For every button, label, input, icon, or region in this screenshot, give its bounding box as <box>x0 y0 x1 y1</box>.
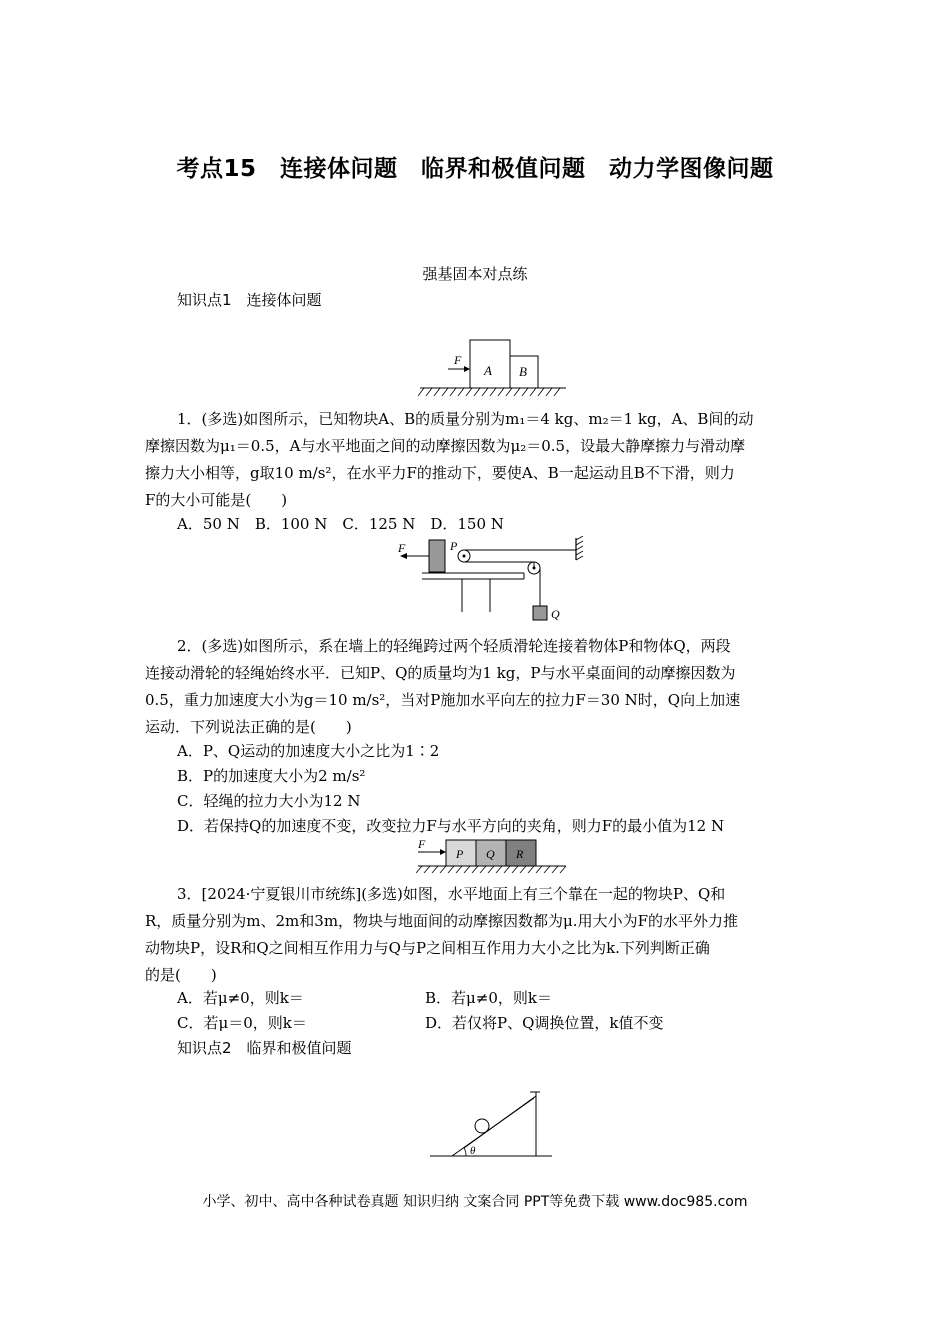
figure-1-block-diagram <box>418 338 568 400</box>
q1-line-3: 擦力大小相等，g取10 m/s²，在水平力F的推动下，要使A、B一起运动且B不下滑，则力 <box>145 464 735 482</box>
force-label-F2: F <box>398 541 406 555</box>
q3-option-c: C．若μ＝0，则k＝ <box>177 1014 307 1032</box>
block-label-P2: P <box>450 539 458 553</box>
block-label-B: B <box>519 364 527 379</box>
block-label-Q2: Q <box>551 607 560 621</box>
q2-option-c: C．轻绳的拉力大小为12 N <box>177 792 361 810</box>
figure-3-three-blocks <box>416 836 568 876</box>
section-heading: 强基固本对点练 <box>422 265 528 283</box>
q1-line-2: 摩擦因数为μ₁＝0.5，A与水平地面之间的动摩擦因数为μ₂＝0.5，设最大静摩擦力与滑动摩 <box>145 437 746 455</box>
figure-2-pulley-diagram <box>396 536 590 622</box>
q2-line-3: 0.5，重力加速度大小为g＝10 m/s²，当对P施加水平向左的拉力F＝30 N时，Q向上加速 <box>145 691 741 709</box>
block-label-P3: P <box>456 847 464 861</box>
force-label-F3: F <box>418 837 426 851</box>
q1-line-4: F的大小可能是( ) <box>145 491 288 509</box>
q3-line-3: 动物块P，设R和Q之间相互作用力与Q与P之间相互作用力大小之比为k.下列判断正确 <box>145 939 710 957</box>
q2-option-a: A．P、Q运动的加速度大小之比为1∶2 <box>177 742 440 760</box>
block-label-R3: R <box>516 847 524 861</box>
q3-line-1: 3．[2024·宁夏银川市统练](多选)如图，水平地面上有三个靠在一起的物块P、Q和 <box>177 885 726 903</box>
q2-option-b: B．P的加速度大小为2 m/s² <box>177 767 366 785</box>
q3-option-a: A．若μ≠0，则k＝ <box>177 989 304 1007</box>
footer: 小学、初中、高中各种试卷真题 知识归纳 文案合同 PPT等免费下载 www.doc985.com <box>202 1194 748 1210</box>
angle-label-theta: θ <box>470 1145 476 1157</box>
q2-line-2: 连接动滑轮的轻绳始终水平．已知P、Q的质量均为1 kg，P与水平桌面间的动摩擦因数为 <box>145 664 736 682</box>
q3-option-d: D．若仅将P、Q调换位置，k值不变 <box>425 1014 664 1032</box>
q3-option-b: B．若μ≠0，则k＝ <box>425 989 552 1007</box>
figure-4-incline-ball <box>428 1086 554 1160</box>
q2-option-d: D．若保持Q的加速度不变，改变拉力F与水平方向的夹角，则力F的最小值为12 N <box>177 817 725 835</box>
q3-line-2: R，质量分别为m、2m和3m，物块与地面间的动摩擦因数都为μ.用大小为F的水平外力推 <box>145 912 738 930</box>
q1-line-1: 1．(多选)如图所示，已知物块A、B的质量分别为m₁＝4 kg、m₂＝1 kg，A、B间的动 <box>177 410 754 428</box>
q3-line-4: 的是( ) <box>145 966 217 984</box>
page-title: 考点15 连接体问题 临界和极值问题 动力学图像问题 <box>176 156 774 182</box>
knowledge-point-2-heading: 知识点2 临界和极值问题 <box>177 1039 352 1057</box>
block-label-Q3: Q <box>486 847 495 861</box>
block-label-A: A <box>484 363 492 378</box>
q1-options: A．50 N B．100 N C．125 N D．150 N <box>177 515 504 533</box>
force-label-F: F <box>454 353 462 367</box>
q2-line-4: 运动．下列说法正确的是( ) <box>145 718 352 736</box>
q2-line-1: 2．(多选)如图所示，系在墙上的轻绳跨过两个轻质滑轮连接着物体P和物体Q，两段 <box>177 637 731 655</box>
knowledge-point-1-heading: 知识点1 连接体问题 <box>177 291 322 309</box>
